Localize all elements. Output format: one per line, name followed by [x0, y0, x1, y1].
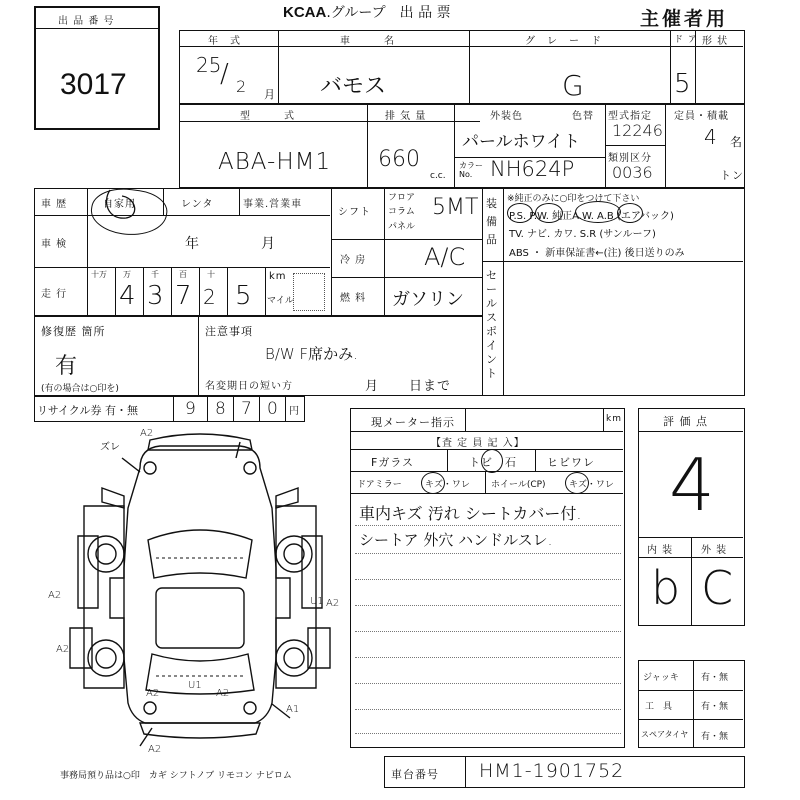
equip-ps-circle — [507, 203, 533, 223]
meter-line — [351, 431, 623, 432]
mileage-digit-1: 4 — [119, 281, 136, 311]
car-name-value: バモス — [320, 74, 387, 99]
mile-col6 — [265, 267, 266, 315]
jack-option: 有・無 — [701, 673, 729, 683]
glass-col2 — [535, 449, 536, 471]
body-type-label: 形 状 — [702, 36, 729, 47]
caution-label: 注意事項 — [205, 325, 253, 338]
glass-chip-option: トビ — [469, 456, 493, 469]
shift-floor: フロア — [388, 193, 416, 203]
equipment-line-1: P.S. P.W. 純正A.W. A.B (エアバック) — [509, 211, 674, 222]
month-suffix: 月 — [264, 88, 276, 101]
remark-rule-4 — [355, 605, 621, 606]
insp-line3 — [351, 493, 623, 494]
damage-mark-u1-rear: U1 — [188, 680, 202, 691]
equipment-label: 装 備 品 — [486, 197, 498, 246]
repair-history-label: 修復歴 箇所 — [41, 325, 106, 338]
spec-table — [179, 104, 745, 188]
mileage-place-thousand: 千 — [151, 270, 159, 279]
door-mirror-circle — [421, 472, 445, 494]
tools-line1 — [639, 690, 743, 691]
inspector-header: 【査 定 員 記 入】 — [431, 438, 525, 449]
name-change-month: 月 — [365, 379, 380, 394]
tools-col — [693, 661, 694, 747]
year-slash: / — [220, 59, 229, 89]
inspector-table — [350, 408, 625, 748]
equip-line — [483, 261, 743, 262]
history-check-mark — [92, 180, 152, 230]
rec-div0 — [173, 397, 174, 421]
year-label: 年 式 — [208, 36, 241, 47]
recycle-row — [34, 396, 305, 422]
remark-rule-5 — [355, 631, 621, 632]
wheel-circle — [565, 472, 589, 494]
recycle-digit-4: 0 — [267, 399, 278, 419]
insp-line2 — [351, 471, 623, 472]
mileage-unit-km: km — [269, 271, 287, 282]
remark-rule-6 — [355, 657, 621, 658]
remark-rule-9 — [355, 733, 621, 734]
lot-number-box — [34, 6, 160, 130]
tool-kit-option: 有・無 — [701, 702, 729, 712]
door-mirror-option: キズ・ワレ — [425, 480, 470, 490]
type-designation-value: 12246 — [612, 121, 663, 140]
capacity-unit: 名 — [730, 135, 744, 149]
doors-value: 5 — [674, 69, 691, 99]
classification-label: 類別区分 — [608, 153, 652, 164]
capacity-value: 4 — [704, 125, 717, 149]
mile-col3 — [171, 267, 172, 315]
name-change-day: 日まで — [409, 379, 452, 394]
mileage-label: 走 行 — [41, 289, 68, 300]
interior-grade: b — [651, 561, 681, 615]
mileage-place-hundred: 百 — [179, 270, 187, 279]
inspection-month-unit: 月 — [261, 236, 276, 252]
aircon-label: 冷 房 — [340, 255, 367, 266]
month-value: 2 — [236, 77, 247, 96]
color-change-label: 色替 — [572, 111, 594, 122]
condition-table — [34, 188, 332, 316]
equip-ab-circle — [617, 203, 643, 223]
repair-caution-table — [34, 316, 483, 396]
hist-div2 — [239, 189, 240, 215]
glass-stone-option: 石 — [505, 456, 517, 469]
rating-line1 — [639, 431, 743, 432]
classification-value: 0036 — [612, 163, 653, 182]
displacement-unit: c.c. — [430, 171, 446, 181]
recycle-digit-2: 8 — [215, 399, 226, 419]
remark-rule-3 — [355, 579, 621, 580]
caution-value: B/W F席かみ. — [265, 345, 358, 363]
meter-col — [465, 409, 466, 431]
tools-line2 — [639, 719, 743, 720]
equipment-line-2: TV. ナビ. カワ. S.R (サンルーフ) — [509, 229, 656, 240]
model-code-label: 型 式 — [240, 111, 295, 122]
meter-unit-col — [603, 409, 604, 431]
mile-col5 — [227, 267, 228, 315]
exterior-color-value: パールホワイト — [462, 132, 581, 152]
lot-number: 3017 — [60, 68, 127, 101]
damage-mark-a1-rear-right: A1 — [286, 704, 300, 715]
sales-point-label: セールスポイント — [486, 269, 498, 380]
lot-number-label: 出 品 番 号 — [58, 16, 115, 27]
exterior-label: 外 装 — [701, 545, 728, 556]
history-business: 事業.営業車 — [243, 199, 303, 210]
history-label: 車 歴 — [41, 199, 68, 210]
glass-crack-option: ヒビワレ — [547, 456, 595, 469]
recycle-digit-3: 7 — [241, 399, 252, 419]
drive-line1 — [332, 239, 482, 240]
chassis-col — [465, 757, 466, 787]
spare-tire-label: スペアタイヤ — [641, 730, 689, 739]
mirror-col — [485, 471, 486, 493]
recycle-label: リサイクル券 有・無 — [37, 404, 138, 417]
repair-col — [198, 317, 199, 395]
mileage-digit-5: 5 — [235, 281, 252, 311]
mile-col1 — [115, 267, 116, 315]
rating-label: 評 価 点 — [663, 415, 708, 428]
capacity-label: 定員・積載 — [674, 111, 729, 122]
color-number-label: カラー No. — [459, 161, 483, 179]
equipment-line-3: ABS ・ 新車保証書←(注) 後日送りのみ — [509, 248, 685, 259]
damage-mark-a2-left-lower: A2 — [56, 644, 70, 655]
wheel-option: キズ・ワレ — [569, 480, 614, 490]
rec-div2 — [233, 397, 234, 421]
drive-col — [384, 189, 385, 315]
remark-line-2: シートア 外穴 ハンドルスレ. — [359, 531, 553, 549]
remark-rule-7 — [355, 683, 621, 684]
spare-tire-option: 有・無 — [701, 732, 729, 742]
equipment-note: ※純正のみに○印をつけて下さい — [507, 194, 640, 204]
equipment-table — [482, 188, 745, 396]
cond-label-col — [87, 189, 88, 315]
remark-line-1: 車内キズ 汚れ シートカバー付. — [359, 504, 582, 523]
history-rental: レンタ — [181, 199, 214, 210]
sheet-title — [283, 2, 451, 22]
drivetrain-table — [331, 188, 483, 316]
fuel-label: 燃 料 — [340, 293, 367, 304]
damage-mark-a2-top: A2 — [140, 428, 154, 439]
damage-mark-a2-center: A2 — [216, 688, 230, 699]
repair-history-note: (有の場合は○印を) — [41, 384, 119, 394]
inspection-year-unit: 年 — [185, 236, 200, 252]
chassis-number-label: 車台番号 — [391, 768, 439, 781]
displacement-label: 排 気 量 — [385, 111, 427, 122]
shift-label: シフト — [338, 207, 371, 218]
row2-header-line — [180, 121, 480, 122]
grade-value: G — [562, 69, 584, 102]
row2-div2 — [454, 105, 455, 187]
mileage-digit-2: 3 — [147, 281, 164, 311]
aircon-value: A/C — [424, 243, 466, 271]
tools-table — [638, 660, 745, 748]
wheel-label: ホイール(CP) — [491, 480, 546, 490]
rating-line3 — [639, 557, 743, 558]
shift-column: コラム — [388, 207, 415, 217]
row1-header-line — [180, 46, 743, 47]
damage-mark-a2-rear-left: A2 — [146, 688, 160, 699]
row2-div3 — [605, 105, 606, 187]
cond-line2 — [35, 267, 330, 268]
year-value: 25 — [196, 53, 222, 77]
interior-label: 内 装 — [647, 545, 674, 556]
row2-div4 — [665, 105, 666, 187]
vehicle-basics-table — [179, 30, 745, 104]
shift-panel: パネル — [388, 222, 416, 232]
row1-div1 — [278, 31, 279, 103]
cond-line1 — [35, 215, 330, 216]
remark-rule-1 — [355, 525, 621, 526]
rec-div1 — [207, 397, 208, 421]
front-glass-label: Fガラス — [371, 456, 414, 469]
equip-aw-circle — [575, 201, 621, 223]
rating-score: 4 — [669, 443, 715, 527]
chassis-number-value: HM1-1901752 — [479, 760, 625, 782]
glass-col1 — [447, 449, 448, 471]
repair-history-value: 有 — [55, 354, 78, 379]
car-name-label: 車 名 — [340, 36, 395, 47]
damage-mark-u1-right: U1 — [310, 596, 324, 607]
mileage-unit-mile: マイル — [267, 296, 294, 306]
office-kept-items: 事務局預り品は○印 カギ シフトノブ リモコン ナビロム — [60, 771, 292, 781]
rating-table — [638, 408, 745, 626]
lot-label-divider — [36, 28, 158, 29]
name-change-label: 名変期日の短い方 — [205, 381, 293, 392]
shift-value: 5MT — [432, 195, 479, 220]
equip-pw-circle — [535, 203, 563, 223]
rating-col — [691, 537, 692, 625]
mileage-place-hundred-thousand: 十万 — [91, 270, 107, 279]
mile-col2 — [143, 267, 144, 315]
door-mirror-label: ドアミラー — [357, 480, 402, 490]
row1-div2 — [469, 31, 470, 103]
row1-div3 — [670, 31, 671, 103]
glass-chip-circle — [481, 449, 503, 473]
equip-col — [503, 189, 504, 395]
remark-rule-8 — [355, 709, 621, 710]
row2-type-split — [605, 145, 665, 146]
doors-label: ド ア — [674, 35, 698, 45]
inspection-label: 車 検 — [41, 239, 68, 250]
mile-col4 — [199, 267, 200, 315]
recycle-unit: 円 — [289, 406, 300, 417]
remark-rule-2 — [355, 553, 621, 554]
row2-div1 — [367, 105, 368, 187]
rec-div4 — [285, 397, 286, 421]
damage-mark-a2-left: A2 — [48, 590, 62, 601]
exterior-color-label: 外装色 — [490, 111, 523, 122]
sheet-title-text: .グループ 出 品 票 — [326, 5, 451, 21]
color-number-value: NH624P — [490, 157, 575, 181]
organizer-copy-label: 主催者用 — [640, 8, 729, 30]
exterior-grade: C — [701, 561, 734, 615]
tool-kit-label: 工 具 — [645, 702, 673, 712]
mileage-place-ten: 十 — [207, 270, 215, 279]
brand-logo: KCAA — [283, 4, 327, 21]
type-designation-label: 型式指定 — [608, 111, 652, 122]
grade-label: グ レ ー ド — [525, 36, 602, 47]
damage-mark-zure: ズレ — [100, 442, 120, 453]
jack-label: ジャッキ — [643, 673, 679, 683]
drive-line2 — [332, 277, 482, 278]
model-code-value: ABA-HM1 — [218, 149, 332, 175]
mileage-place-ten-thousand: 万 — [123, 270, 131, 279]
recycle-digit-1: 9 — [185, 399, 196, 419]
damage-mark-a2-bottom: A2 — [148, 744, 162, 755]
meter-label: 現メーター指示 — [371, 416, 455, 429]
displacement-value: 660 — [378, 147, 420, 172]
history-private: 自家用 — [103, 199, 136, 210]
damage-mark-a2-right: A2 — [326, 598, 340, 609]
chassis-number-box — [384, 756, 745, 788]
load-unit: トン — [720, 169, 744, 182]
fuel-value: ガソリン — [392, 289, 464, 310]
meter-unit: km — [606, 414, 622, 424]
mileage-digit-3: 7 — [175, 281, 192, 311]
mileage-digit-4: 2 — [203, 285, 216, 309]
mileage-unit-box — [293, 273, 325, 311]
rec-div3 — [259, 397, 260, 421]
